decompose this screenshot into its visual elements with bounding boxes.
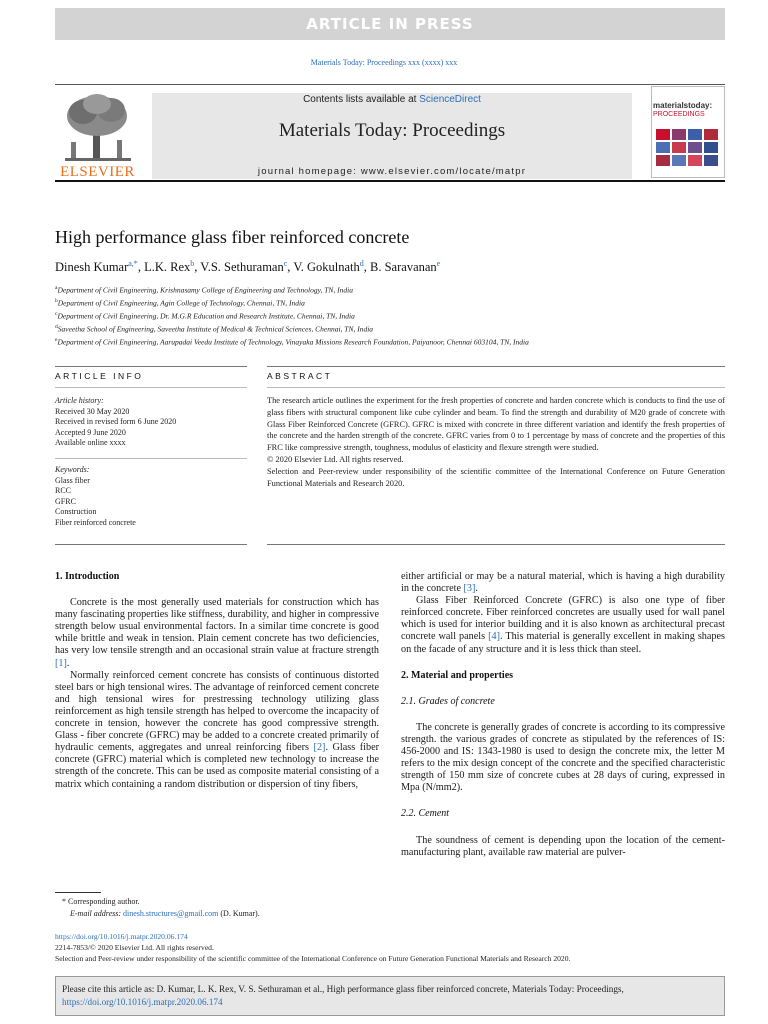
author-name[interactable]: B. Saravanan [370,260,437,275]
article-in-press-banner: ARTICLE IN PRESS [55,8,725,40]
ref-2-link[interactable]: [2] [313,742,326,754]
journal-cover-thumbnail [651,86,725,178]
history-item: Accepted 9 June 2020 [55,427,126,437]
author-affiliation-marker[interactable]: d [359,259,364,268]
keywords-rule [55,458,247,459]
ref-3-link[interactable]: [3] [463,583,476,595]
affiliation-line: $^a$Department of Civil Engineering, Krishnasamy College of Engineering and Technology, TN, India [55,285,353,295]
ref-1-link[interactable]: [1] [55,657,67,669]
cement-paragraph: The soundness of cement is depending upon the location of the cement-manufacturing plant, available raw material are pulver- [401,834,725,858]
keyword-item: GFRC [55,496,76,506]
intro-paragraph-3: Glass Fiber Reinforced Concrete (GFRC) is also one type of fiber reinforced concrete. Fiber reinforced concretes are usually used for wall panel which is used for interior building and it is also known as architectural precast concrete wall panels [4]. This material is generally excellent in making shapes on the facade of any structure and it is less thick than steel. [401,595,725,655]
intro-paragraph-1: Concrete is the most generally used materials for construction which has many fascinating properties like stiffness, durability, and higher in compressive strength below usual environmental factors. In a similar time concrete is good while brittle and weak in tension. Plain cement concrete has two deficiencies, has very low tensile strength and an occasional strain value at fracture strength [1]. [55,597,379,669]
abstract-bottom-rule [267,544,725,545]
section-1-heading: 1. Introduction [55,571,120,582]
abstract-text: The research article outlines the experiment for the fresh properties of concrete and harden concrete which is conducts to find the use of glass fibers with structural component like cube cylinder and beam. To find the strength and durability of M20 grade of concrete with Glass Fiber Reinforced Concrete (GFRC). GFRC is mixed with concrete in three different variation and identify the fresh properties of the concrete and the harden strength of the concrete. GFRC varies from 0 to 1 percentage by mass of concrete and the properties of this FRC like compressive strength, toughness, modulus of elasticity and flexure strength were studied. [267,396,725,453]
journal-homepage[interactable]: journal homepage: www.elsevier.com/locate/matpr [257,166,527,177]
affiliation-list [55,283,725,348]
intro-paragraph-cont: either artificial or may be a natural material, which is having a high durability in the concrete [3]. [401,571,725,595]
author-affiliation-marker[interactable]: b [190,259,195,268]
history-item: Received 30 May 2020 [55,406,130,416]
intro-paragraph-2: Normally reinforced cement concrete has consists of continuous distorted steel bars or high tensional wires. The advantage of reinforced cement concrete and high tensional wires for prestressing technology utilizing glass reinforcement as high tensile strength has helped to overcome the incapacity of concrete in tension, however the concrete has good compressive strength. Glass - fiber concrete (GFRC) may be added to a concrete created primarily of hydraulic cements, aggregates and unreal reinforcing fibers [2]. Glass fiber concrete (GFRC) material which is completed new technology to increase the strength of the concrete. This can be used as composite material consisting of a matrix which containing a random distribution or dispersion of tiny fibers, [55,669,379,790]
left-column [55,571,379,791]
ref-4-link[interactable]: [4] [488,631,500,643]
keyword-item: Fiber reinforced concrete [55,517,136,527]
abstract-top-rule [267,366,725,367]
elsevier-wordmark: ELSEVIER [60,164,135,180]
affiliation-line: $^c$Department of Civil Engineering, Dr. M.G.R Education and Research Institute, Chennai, TN, India [55,311,355,321]
author-name[interactable]: V.S. Sethuraman [200,260,284,275]
section-2-heading: 2. Material and properties [401,669,514,681]
cover-title: materialstoday: [653,101,713,110]
footnote-rule [55,892,101,893]
corresponding-author-note: * Corresponding author. [62,897,140,906]
author-affiliation-marker[interactable]: e [436,259,441,268]
abstract-heading: ABSTRACT [267,371,333,381]
masthead-bottom-rule [55,180,725,182]
keyword-item: Glass fiber [55,475,90,485]
cite-doi-link[interactable]: https://doi.org/10.1016/j.matpr.2020.06.174 [62,997,223,1007]
doi-block [55,931,735,964]
doi-peer-review: Selection and Peer-review under responsibility of the scientific committee of the International Conference on Future Generation Functional Materials and Research 2020. [55,954,571,963]
journal-title: Materials Today: Proceedings [278,120,506,141]
doi-link[interactable]: https://doi.org/10.1016/j.matpr.2020.06.174 [55,932,188,941]
article-info-bottom-rule [55,544,247,545]
author-affiliation-marker[interactable]: a,* [128,259,138,268]
contents-prefix: Contents lists available at [303,94,420,105]
article-info-heading: ARTICLE INFO [55,371,144,381]
affiliation-line: $^d$Saveetha School of Engineering, Saveetha Institute of Medical & Technical Sciences, Chennai, TN, India [55,324,374,334]
keyword-item: Construction [55,507,97,516]
grades-paragraph: The concrete is generally grades of concrete is according to its compressive strength. the various grades of concrete as stipulated by the references of IS: 456-2000 and IS: 1343-1980 is used to design the concrete mix, the letter M refers to the mix design concept of the concrete and the specified characteristic strength of 150 mm size of concrete cubes at 28 days of curing, expressed in Mpa (N/mm2). [401,721,725,794]
author-email-link[interactable]: dinesh.structures@gmail.com [123,909,219,918]
abstract-peer-review: Selection and Peer-review under responsibility of the scientific committee of the International Conference on Future Generation Functional Materials and Research 2020. [267,466,725,488]
footnote [58,896,260,920]
history-item: Available online xxxx [55,438,126,447]
keywords-label: Keywords: [55,465,90,474]
affiliation-line: $^b$Department of Civil Engineering, Agin College of Technology, Chennai, TN, India [55,298,305,308]
right-column [401,571,725,859]
keywords-block [55,465,247,528]
author-list: Dinesh Kumar$^{a,*}$, L.K. Rex$^b$, V.S. Sethuraman$^c$, V. Gokulnath$^d$, B. Saravanan$^e$ [55,259,441,275]
author-name[interactable]: V. Gokulnath [293,260,360,275]
cite-this-article-box [55,976,725,1016]
article-title: High performance glass fiber reinforced concrete [55,227,410,247]
article-info-top-rule [55,366,247,367]
sciencedirect-link[interactable]: ScienceDirect [419,94,481,105]
author-affiliation-marker[interactable]: c [283,259,288,268]
subsection-2-2-heading: 2.2. Cement [401,808,450,820]
affiliation-line: $^e$Department of Civil Engineering, Aarupadai Veedu Institute of Technology, Vinayaka Missions Research Foundation, Paiyanoor, Chennai 603104, TN, India [55,337,529,347]
keyword-item: RCC [55,486,72,495]
email-line: E-mail address: dinesh.structures@gmail.com (D. Kumar). [70,909,260,918]
contents-available-line [152,94,632,105]
article-info-mid-rule [55,387,247,388]
journal-citation-link[interactable]: Materials Today: Proceedings xxx (xxxx) xxx [310,58,458,67]
history-item: Received in revised form 6 June 2020 [55,417,177,426]
abstract-copyright: © 2020 Elsevier Ltd. All rights reserved. [267,454,404,464]
author-name[interactable]: L.K. Rex [144,260,191,275]
author-name[interactable]: Dinesh Kumar [55,260,129,275]
abstract-mid-rule [267,387,725,388]
abstract-body [267,395,725,489]
cite-text: Please cite this article as: D. Kumar, L. K. Rex, V. S. Sethuraman et al., High performance glass fiber reinforced concrete, Materials Today: Proceedings, [62,984,624,994]
issn-line: 2214-7853/© 2020 Elsevier Ltd. All rights reserved. [55,943,214,952]
subsection-2-1-heading: 2.1. Grades of concrete [401,695,495,707]
article-history [55,396,247,449]
history-label: Article history: [55,396,104,405]
masthead-top-rule [55,84,725,85]
cover-subtitle: PROCEEDINGS [653,111,705,118]
